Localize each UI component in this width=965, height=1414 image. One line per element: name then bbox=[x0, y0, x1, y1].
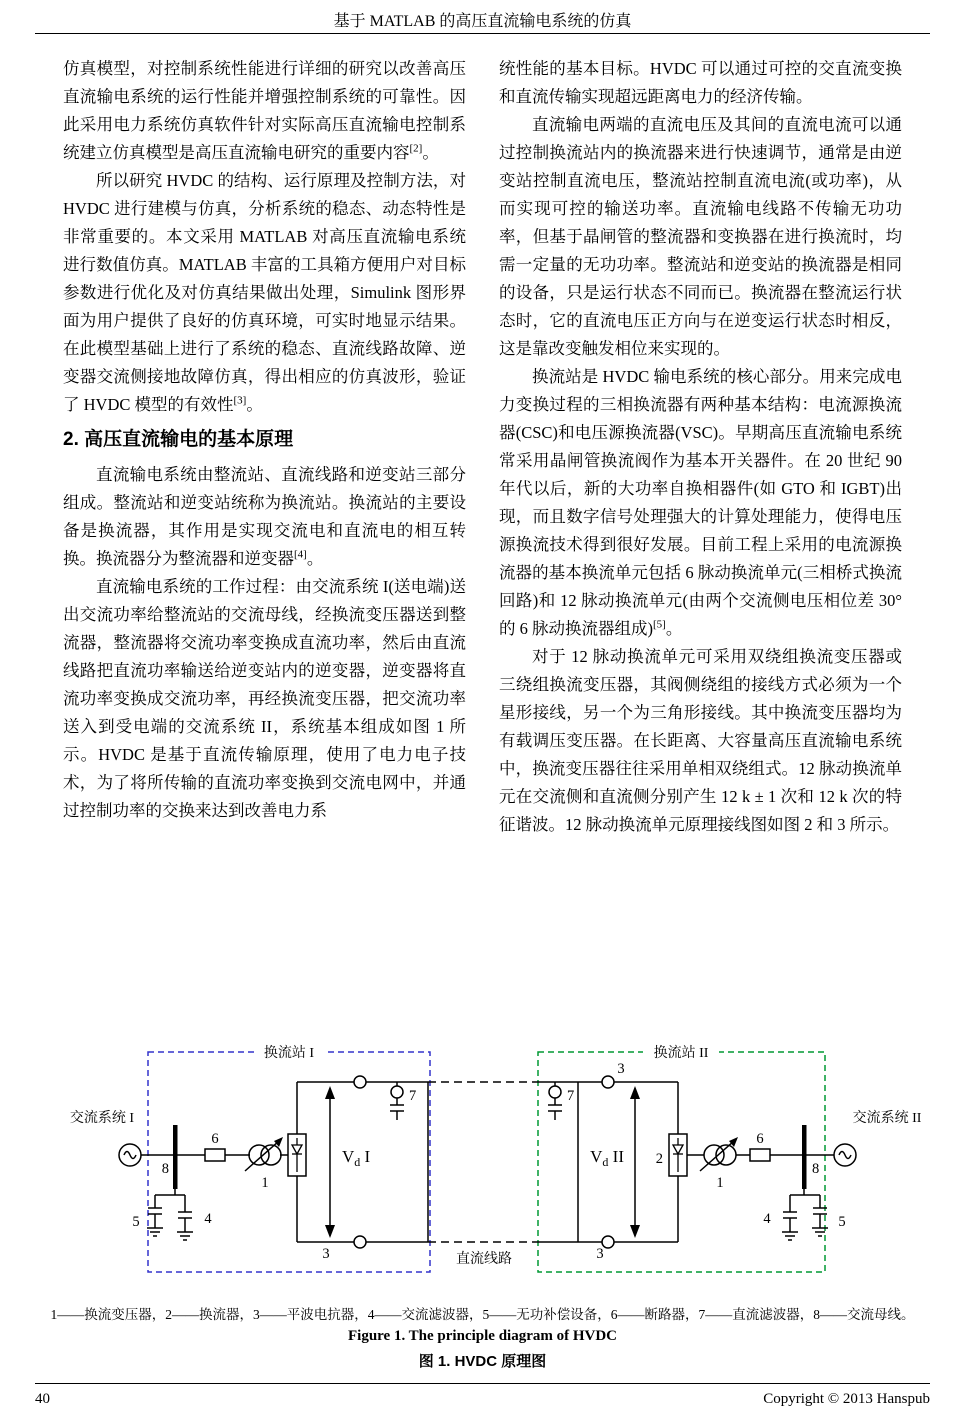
body-paragraph bbox=[499, 643, 902, 839]
right-column bbox=[499, 55, 902, 839]
station1-label: 换流站 I bbox=[263, 1046, 315, 1061]
body-paragraph bbox=[63, 167, 466, 419]
label-compensation2: 5 bbox=[838, 1214, 846, 1230]
paragraph-text: 仿真模型，对控制系统性能进行详细的研究以改善高压直流输电系统的运行性能并增强控制系统的可靠性。因此采用电力系统仿真软件针对实际高压直流输电控制系统建立仿真模型是高压直流输电研究的重要内容 bbox=[63, 59, 466, 162]
figure-legend: 1——换流变压器，2——换流器，3——平波电抗器，4——交流滤波器，5——无功补偿设备，6——断路器，7——直流滤波器，8——交流母线。 bbox=[50, 1307, 915, 1322]
paragraph-text: 。 bbox=[306, 549, 324, 568]
label-transformer2: 1 bbox=[716, 1175, 724, 1191]
paragraph-text: 所以研究 HVDC 的结构、运行原理及控制方法，对 HVDC 进行建模与仿真，分析系统的稳态、动态特性是非常重要的。本文采用 MATLAB 对高压直流输电系统进行数值仿真。MATLAB 丰富的工具箱方便用户对目标参数进行优化及对仿真结果做出处理，Simulink 图形界面为用户提供了良好的仿真环境，可实时地显示结果。在此模型基础上进行了系统的稳态、直流线路故障、逆变器交流侧接地故障仿真，得出相应的仿真波形，验证了 HVDC 模型的有效性 bbox=[63, 171, 466, 414]
body-paragraph bbox=[63, 573, 466, 825]
transformer2-icon bbox=[700, 1137, 738, 1171]
ac-filters2-icon bbox=[782, 1189, 828, 1240]
header-rule bbox=[35, 33, 930, 34]
dc-filter2-icon bbox=[548, 1082, 562, 1120]
ac-source1-icon bbox=[119, 1144, 141, 1166]
figure-caption-zh: 图 1. HVDC 原理图 bbox=[418, 1353, 547, 1370]
ac-busbar1-icon bbox=[173, 1125, 178, 1189]
label-dcfilter1: 7 bbox=[409, 1088, 417, 1104]
vd2-label: $V_d$ II bbox=[590, 1147, 624, 1169]
label-compensation1: 5 bbox=[132, 1214, 140, 1230]
converter1-icon bbox=[288, 1134, 306, 1176]
converter2-icon bbox=[669, 1134, 687, 1176]
body-paragraph bbox=[499, 55, 902, 111]
ac-system1-label: 交流系统 I bbox=[69, 1111, 135, 1126]
label-acfilter1: 4 bbox=[204, 1211, 212, 1227]
label-busbar1: 8 bbox=[161, 1161, 169, 1177]
paragraph-text: 直流输电系统由整流站、直流线路和逆变站三部分组成。整流站和逆变站统称为换流站。换流站的主要设备是换流器，其作用是实现交流电和直流电的相互转换。换流器分为整流器和逆变器 bbox=[63, 465, 466, 568]
paragraph-text: 。 bbox=[422, 143, 439, 162]
smoothing-reactor1-top-icon bbox=[354, 1076, 366, 1088]
ac-system2-label: 交流系统 II bbox=[852, 1111, 922, 1126]
dc-line-label: 直流线路 bbox=[456, 1252, 512, 1267]
figure-caption-en: Figure 1. The principle diagram of HVDC bbox=[347, 1328, 618, 1344]
label-reactor2-top: 3 bbox=[617, 1061, 625, 1077]
ac-source2-icon bbox=[834, 1144, 856, 1166]
smoothing-reactor1-bottom-icon bbox=[354, 1236, 366, 1248]
vd1-arrow bbox=[325, 1086, 335, 1238]
page-number: 40 bbox=[35, 1391, 50, 1407]
paragraph-text: 。 bbox=[665, 619, 683, 638]
paragraph-text: 统性能的基本目标。HVDC 可以通过可控的交直流变换和直流传输实现超远距离电力的经济传输。 bbox=[499, 59, 902, 106]
citation-ref: [2] bbox=[409, 142, 423, 155]
label-breaker2: 6 bbox=[756, 1131, 764, 1147]
breaker1-icon bbox=[205, 1149, 225, 1161]
body-paragraph bbox=[499, 111, 902, 363]
footer-rule bbox=[35, 1383, 930, 1384]
hvdc-principle-diagram bbox=[30, 1042, 935, 1282]
station2-label: 换流站 II bbox=[653, 1046, 709, 1061]
breaker2-icon bbox=[750, 1149, 770, 1161]
label-converter2: 2 bbox=[655, 1151, 663, 1167]
citation-ref: [4] bbox=[294, 548, 307, 561]
label-reactor2-bottom: 3 bbox=[596, 1246, 604, 1262]
ac-filters1-icon bbox=[147, 1189, 193, 1240]
figure-1 bbox=[30, 1042, 935, 1282]
citation-ref: [3] bbox=[233, 394, 247, 407]
label-dcfilter2: 7 bbox=[567, 1088, 575, 1104]
copyright-notice: Copyright © 2013 Hanspub bbox=[763, 1391, 930, 1407]
dc-line bbox=[428, 1082, 538, 1242]
label-reactor1: 3 bbox=[322, 1246, 330, 1262]
section-heading: 2. 高压直流输电的基本原理 bbox=[63, 429, 294, 450]
running-head: 基于 MATLAB 的高压直流输电系统的仿真 bbox=[333, 13, 632, 30]
label-breaker1: 6 bbox=[211, 1131, 219, 1147]
left-column bbox=[63, 55, 466, 825]
ac-busbar2-icon bbox=[802, 1125, 807, 1189]
paragraph-text: 。 bbox=[246, 395, 263, 414]
body-paragraph bbox=[63, 55, 466, 167]
smoothing-reactor2-top-icon bbox=[602, 1076, 614, 1088]
paragraph-text: 换流站是 HVDC 输电系统的核心部分。用来完成电力变换过程的三相换流器有两种基本结构：电流源换流器(CSC)和电压源换流器(VSC)。早期高压直流输电系统常采用晶闸管换流阀作为基本开关器件。在 20 世纪 90 年代以后，新的大功率自换相器件(如 GTO 和 IGBT)出现，而且数字信号处理强大的计算处理能力，使得电压源换流技术得到很好发展。目前工程上采用的电流源换流器的基本换流单元包括 6 脉动换流单元(三相桥式换流回路)和 12 脉动换流单元(由两个交流侧电压相位差 30°的 6 脉动换流器组成) bbox=[499, 367, 902, 638]
dc-filter1-icon bbox=[390, 1082, 404, 1120]
paragraph-text: 直流输电两端的直流电压及其间的直流电流可以通过控制换流站内的换流器来进行快速调节，通常是由逆变站控制直流电压，整流站控制直流电流(或功率)，从而实现可控的输送功率。直流输电线路不传输无功功率，但基于晶闸管的整流器和变换器在进行换流时，均需一定量的无功功率。整流站和逆变站的换流器是相同的设备，只是运行状态不同而已。换流器在整流运行状态时，它的直流电压正方向与在逆变运行状态时相反，这是靠改变触发相位来实现的。 bbox=[499, 115, 902, 358]
paragraph-text: 对于 12 脉动换流单元可采用双绕组换流变压器或三绕组换流变压器，其阀侧绕组的接线方式必须为一个星形接线，另一个为三角形接线。其中换流变压器均为有载调压变压器。在长距离、大容量高压直流输电系统中，换流变压器往往采用单相双绕组式。12 脉动换流单元在交流侧和直流侧分别产生 12 k ± 1 次和 12 k 次的特征谐波。12 脉动换流单元原理接线图如图 2 和 3 所示。 bbox=[499, 647, 902, 834]
label-transformer1: 1 bbox=[261, 1175, 269, 1191]
body-paragraph bbox=[499, 363, 902, 643]
body-paragraph bbox=[63, 461, 466, 573]
label-busbar2: 8 bbox=[812, 1161, 820, 1177]
vd1-label: $V_d$ I bbox=[342, 1147, 371, 1169]
vd2-arrow bbox=[630, 1086, 640, 1238]
label-acfilter2: 4 bbox=[763, 1211, 771, 1227]
paragraph-text: 直流输电系统的工作过程：由交流系统 I(送电端)送出交流功率给整流站的交流母线，经换流变压器送到整流器，整流器将交流功率变换成直流功率，然后由直流线路把直流功率输送给逆变站内的逆变器，逆变器将直流功率变换成交流功率，再经换流变压器，把交流功率送入到受电端的交流系统 II，系统基本组成如图 1 所示。HVDC 是基于直流传输原理，使用了电力电子技术，为了将所传输的直流功率变换到交流电网中，并通过控制功率的交换来达到改善电力系 bbox=[63, 577, 466, 820]
smoothing-reactor2-bottom-icon bbox=[602, 1236, 614, 1248]
citation-ref: [5] bbox=[653, 618, 666, 631]
transformer1-icon bbox=[245, 1137, 283, 1171]
